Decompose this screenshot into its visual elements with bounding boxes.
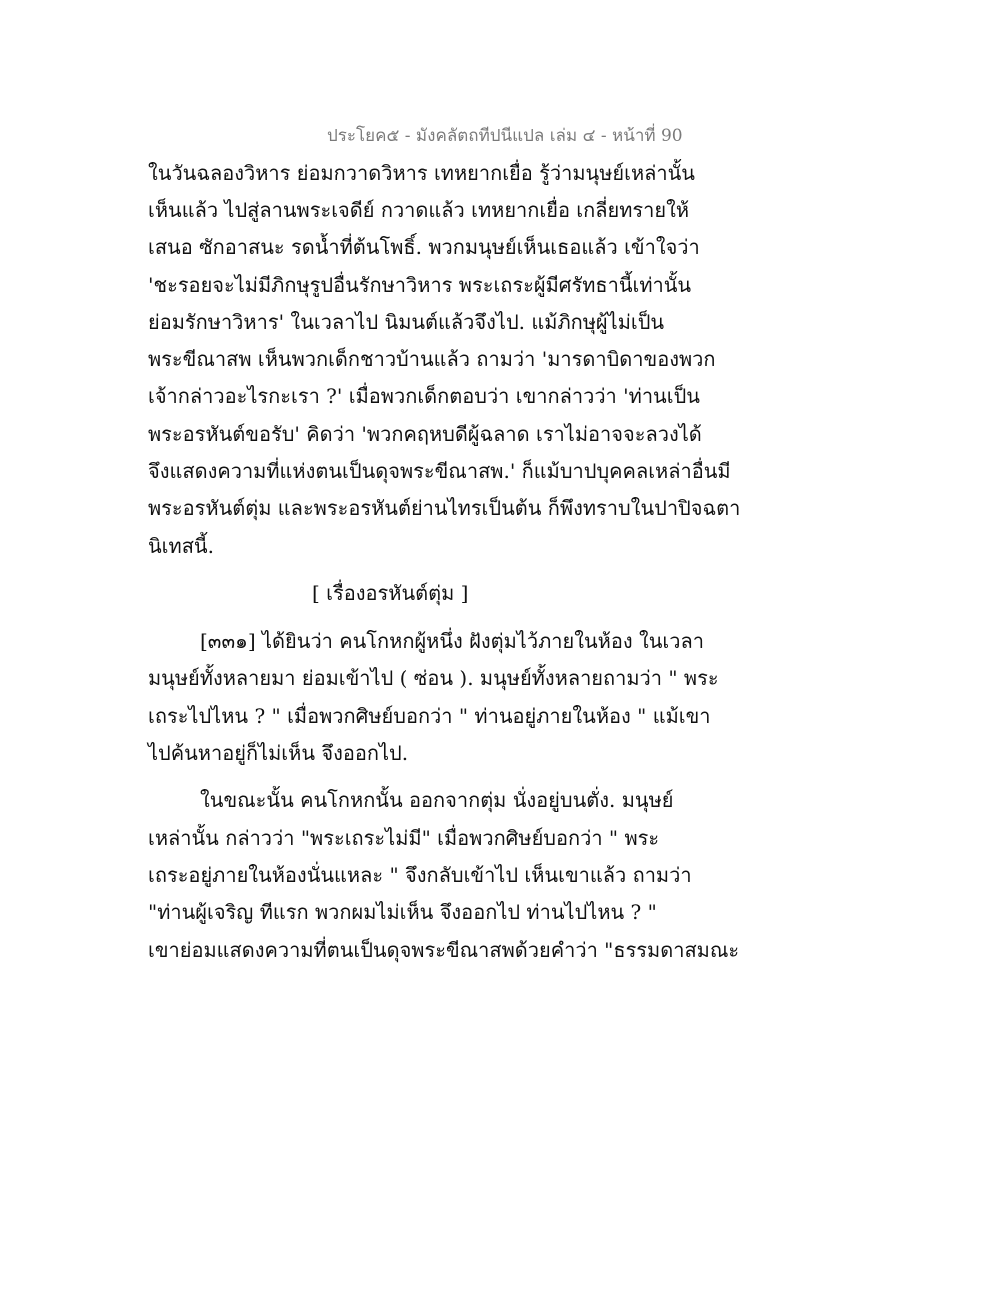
- paragraph-line: ในขณะนั้น คนโกหกนั้น ออกจากตุ่ม นั่งอยู่บนตั่ง. มนุษย์: [200, 788, 674, 812]
- text-line: 'ชะรอยจะไม่มีภิกษุรูปอื่นรักษาวิหาร พระเถระผู้มีศรัทธานี้เท่านั้น: [148, 273, 692, 297]
- text-line: พระขีณาสพ เห็นพวกเด็กชาวบ้านแล้ว ถามว่า 'มารดาบิดาของพวก: [148, 347, 716, 371]
- text-line: จึงแสดงความที่แห่งตนเป็นดุจพระขีณาสพ.' ก็แม้บาปบุคคลเหล่าอื่นมี: [148, 459, 731, 483]
- text-line: เห็นแล้ว ไปสู่ลานพระเจดีย์ กวาดแล้ว เทหยากเยื่อ เกลี่ยทรายให้: [148, 198, 690, 222]
- page-header: ประโยค๕ - มังคลัตถทีปนีแปล เล่ม ๔ - หน้าที่ 90: [327, 126, 683, 146]
- paragraph-line: มนุษย์ทั้งหลายมา ย่อมเข้าไป ( ซ่อน ). มนุษย์ทั้งหลายถามว่า " พระ: [148, 666, 719, 690]
- text-line: เจ้ากล่าวอะไรกะเรา ?' เมื่อพวกเด็กตอบว่า เขากล่าวว่า 'ท่านเป็น: [148, 384, 700, 408]
- paragraph-line: ไปค้นหาอยู่ก็ไม่เห็น จึงออกไป.: [148, 741, 409, 765]
- section-title: [ เรื่องอรหันต์ตุ่ม ]: [312, 581, 469, 605]
- text-line: ในวันฉลองวิหาร ย่อมกวาดวิหาร เทหยากเยื่อ รู้ว่ามนุษย์เหล่านั้น: [148, 161, 695, 185]
- paragraph-line: เถระอยู่ภายในห้องนั่นแหละ " จึงกลับเข้าไป เห็นเขาแล้ว ถามว่า: [148, 863, 692, 887]
- paragraph-line: [๓๓๑] ได้ยินว่า คนโกหกผู้หนึ่ง ฝังตุ่มไว้ภายในห้อง ในเวลา: [200, 629, 704, 653]
- text-line: ย่อมรักษาวิหาร' ในเวลาไป นิมนต์แล้วจึงไป. แม้ภิกษุผู้ไม่เป็น: [148, 310, 665, 334]
- text-line: พระอรหันต์ตุ่ม และพระอรหันต์ย่านไทรเป็นต้น ก็พึงทราบในปาปิจฉตา: [148, 496, 741, 520]
- paragraph-line: "ท่านผู้เจริญ ทีแรก พวกผมไม่เห็น จึงออกไป ท่านไปไหน ? ": [148, 900, 657, 924]
- text-line: พระอรหันต์ขอรับ' คิดว่า 'พวกคฤหบดีผู้ฉลาด เราไม่อาจจะลวงได้: [148, 422, 702, 446]
- text-line: เสนอ ซักอาสนะ รดน้ำที่ต้นโพธิ์. พวกมนุษย์เห็นเธอแล้ว เข้าใจว่า: [148, 235, 700, 259]
- paragraph-line: เถระไปไหน ? " เมื่อพวกศิษย์บอกว่า " ท่านอยู่ภายในห้อง " แม้เขา: [148, 704, 711, 728]
- paragraph-line: เขาย่อมแสดงความที่ตนเป็นดุจพระขีณาสพด้วยคำว่า "ธรรมดาสมณะ: [148, 938, 740, 962]
- text-line: นิเทสนี้.: [148, 534, 214, 558]
- paragraph-line: เหล่านั้น กล่าวว่า "พระเถระไม่มี" เมื่อพวกศิษย์บอกว่า " พระ: [148, 826, 660, 850]
